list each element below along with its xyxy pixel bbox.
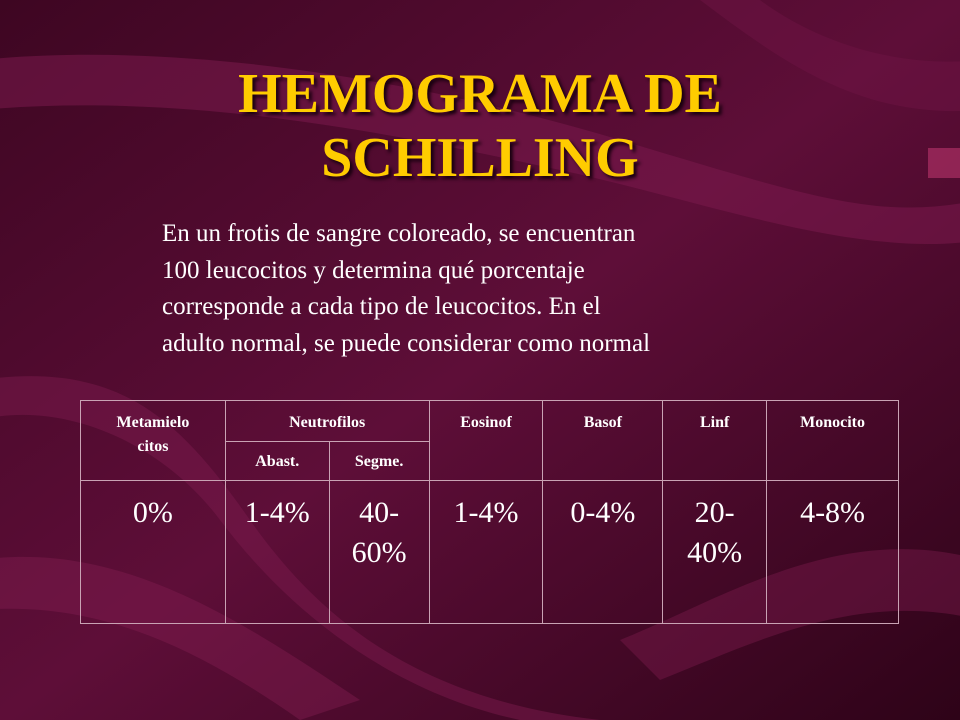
value-abast: 1-4% [225,481,329,624]
value-linf-line-2: 40% [687,536,743,569]
intro-paragraph [162,216,802,362]
header-neutrofilos: Neutrofilos [225,401,429,442]
slide-title [150,62,810,190]
value-eosinof: 1-4% [429,481,543,624]
leukocyte-table [80,400,899,624]
value-linf [663,481,767,624]
header-eosinof: Eosinof [429,401,543,481]
value-segme-line-1: 40- [359,496,400,529]
intro-line-4: adulto normal, se puede considerar como normal [162,329,651,357]
header-monocito: Monocito [767,401,899,481]
value-segme [329,481,429,624]
header-metamielocitos-line-1: Metamielo [116,414,190,431]
values-row [81,481,899,624]
header-metamielocitos [81,401,226,481]
value-basof: 0-4% [543,481,663,624]
subheader-segme: Segme. [329,442,429,481]
header-basof: Basof [543,401,663,481]
value-metamielocitos: 0% [81,481,226,624]
side-tab-mark [928,148,960,178]
subheader-abast: Abast. [225,442,329,481]
intro-line-1: En un frotis de sangre coloreado, se encuentran [162,220,636,247]
value-linf-line-1: 20- [694,496,735,529]
title-line-2: SCHILLING [321,127,639,189]
intro-line-3: corresponde a cada tipo de leucocitos. En el [162,293,601,320]
value-monocito: 4-8% [767,481,899,624]
value-segme-line-2: 60% [351,536,407,569]
title-line-1: HEMOGRAMA DE [238,63,722,125]
intro-line-2: 100 leucocitos y determina qué porcentaje [162,256,585,284]
header-row [81,401,899,442]
header-metamielocitos-line-2: citos [137,438,169,455]
header-linf: Linf [663,401,767,481]
